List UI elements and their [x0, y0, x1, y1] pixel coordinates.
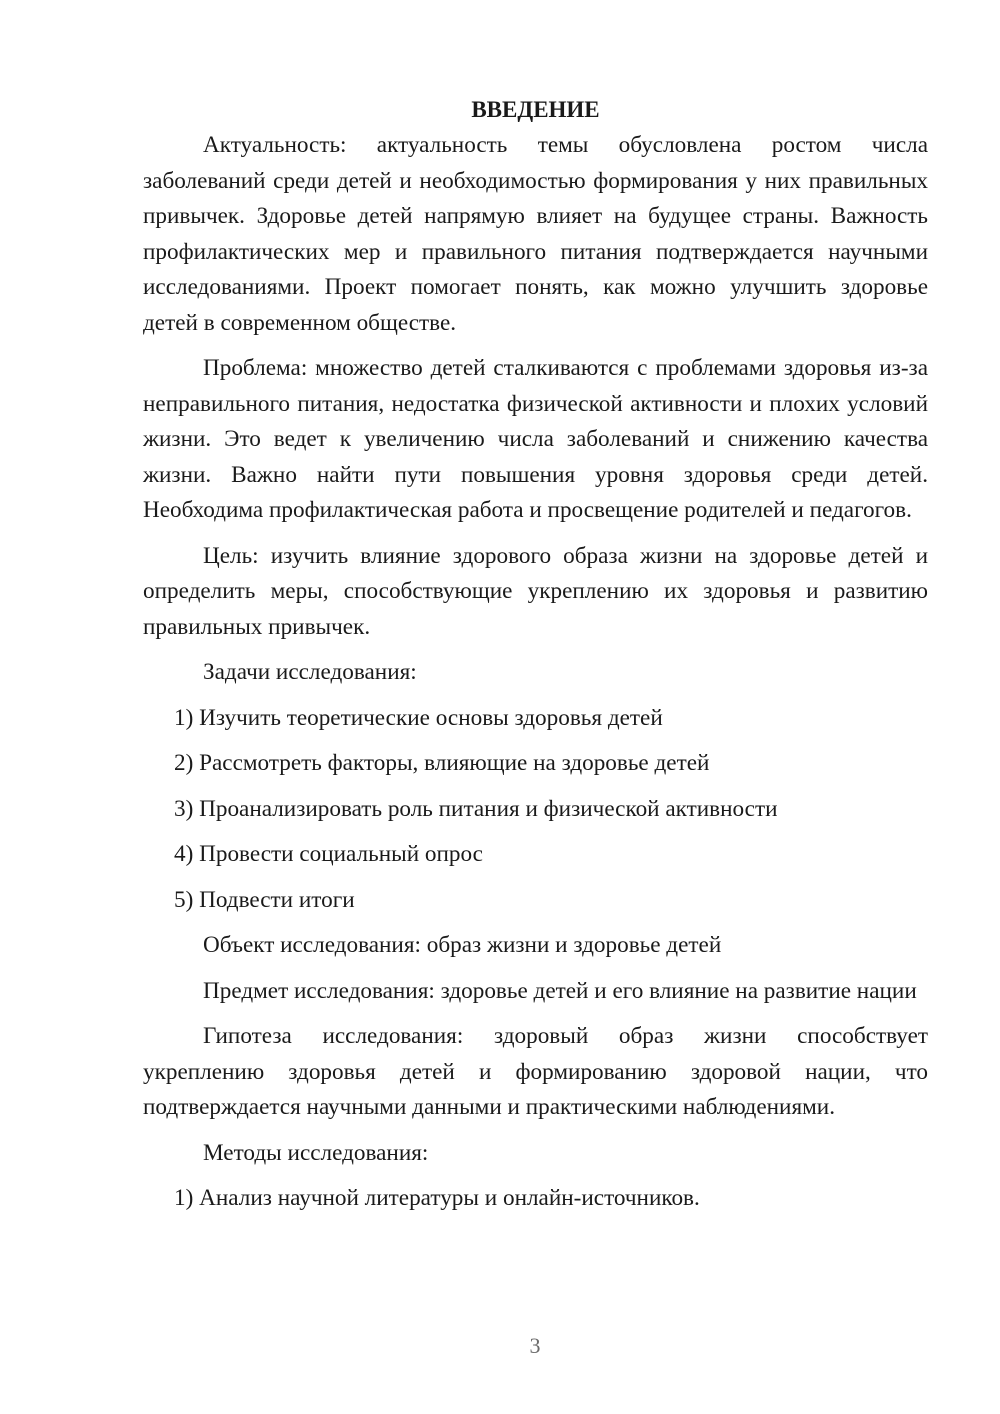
task-item: 3) Проанализировать роль питания и физической активности	[174, 795, 778, 822]
problem-paragraph: Проблема: множество детей сталкиваются с проблемами здоровья из-за неправильного питания, недостатка физической активности и плохих условий жизни. Это ведет к увеличению числа заболеваний и снижению качества жизни. Важно найти пути повышения уровня здоровья среди детей. Необходима профилактическая работа и просвещение родителей и педагогов.	[143, 355, 928, 523]
task-item: 2) Рассмотреть факторы, влияющие на здоровье детей	[174, 750, 710, 776]
page-number: 3	[529, 1333, 541, 1358]
hypothesis-paragraph: Гипотеза исследования: здоровый образ жизни способствует укреплению здоровья детей и формированию здоровой нации, что подтверждается научными данными и практическими наблюдениями.	[143, 1023, 928, 1120]
goal-paragraph: Цель: изучить влияние здорового образа жизни на здоровье детей и определить меры, способствующие укреплению их здоровья и развитию правильных привычек.	[143, 542, 928, 640]
task-item: 5) Подвести итоги	[174, 886, 355, 913]
method-item: 1) Анализ научной литературы и онлайн-источников.	[174, 1185, 700, 1211]
section-title: ВВЕДЕНИЕ	[471, 97, 600, 122]
subject-paragraph: Предмет исследования: здоровье детей и его влияние на развитие нации	[203, 977, 917, 1004]
relevance-paragraph: Актуальность: актуальность темы обусловлена ростом числа заболеваний среди детей и необходимостью формирования у них правильных привычек. Здоровье детей напрямую влияет на будущее страны. Важность профилактических мер и правильного питания подтверждается научными исследованиями. Проект помогает понять, как можно улучшить здоровье детей в современном обществе.	[143, 132, 928, 336]
task-item: 1) Изучить теоретические основы здоровья детей	[174, 704, 663, 731]
object-paragraph: Объект исследования: образ жизни и здоровье детей	[203, 932, 722, 958]
methods-heading: Методы исследования:	[203, 1139, 429, 1166]
page-body	[143, 92, 928, 1217]
tasks-heading: Задачи исследования:	[203, 659, 417, 685]
task-item: 4) Провести социальный опрос	[174, 841, 483, 867]
